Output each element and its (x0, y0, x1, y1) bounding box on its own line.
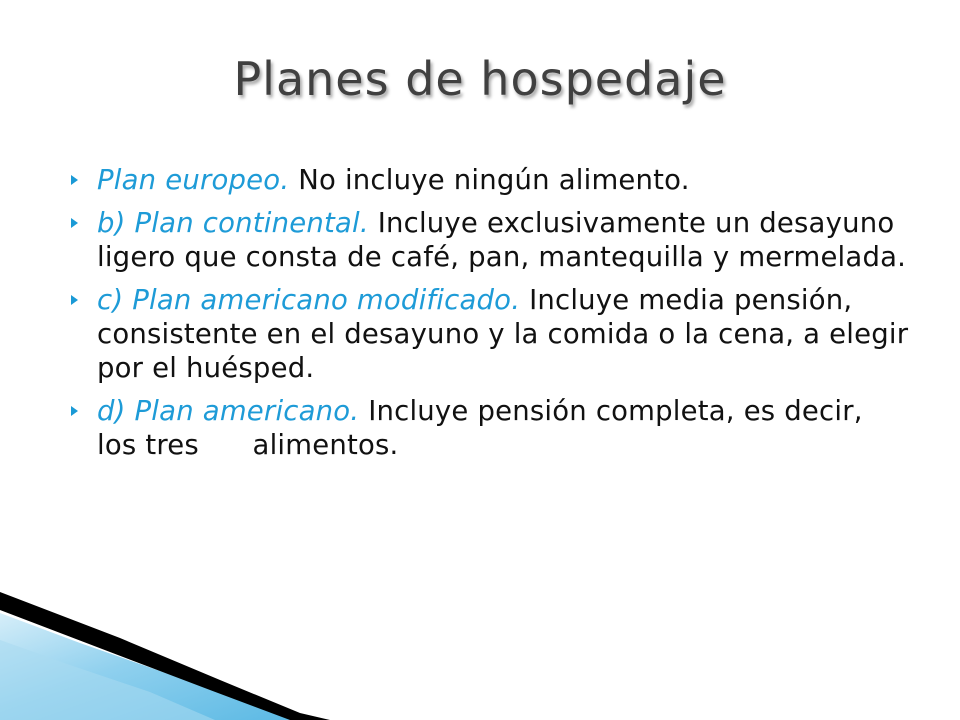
triangle-right-icon (71, 218, 78, 228)
bullet-term: b) Plan continental. (97, 207, 369, 239)
corner-decoration (0, 580, 330, 720)
bullet-item-plan-americano-modificado (70, 283, 910, 385)
triangle-right-icon (71, 406, 78, 416)
decoration-dark-stripe (0, 592, 330, 720)
bullet-list (70, 163, 910, 471)
triangle-right-icon (71, 295, 78, 305)
bullet-item-plan-europeo (70, 163, 910, 197)
triangle-right-icon (71, 175, 78, 185)
bullet-item-plan-americano (70, 394, 910, 462)
bullet-text: Incluye exclusivamente un desayuno ligero que consta de café, pan, mantequilla y mermelada. (97, 207, 907, 273)
bullet-item-plan-continental (70, 206, 910, 274)
decoration-light-wedge (0, 613, 300, 720)
bullet-text: No incluye ningún alimento. (289, 164, 690, 196)
bullet-term: Plan europeo. (97, 164, 290, 196)
decoration-light-wedge-inner (0, 640, 215, 720)
slide-title: Planes de hospedaje (233, 52, 727, 106)
bullet-term: d) Plan americano. (97, 395, 360, 427)
bullet-text: Incluye media pensión, consistente en el desayuno y la comida o la cena, a elegir por el huésped. (97, 284, 909, 384)
bullet-text: Incluye pensión completa, es decir, los tres alimentos. (97, 395, 863, 461)
bullet-term: c) Plan americano modificado. (97, 284, 521, 316)
